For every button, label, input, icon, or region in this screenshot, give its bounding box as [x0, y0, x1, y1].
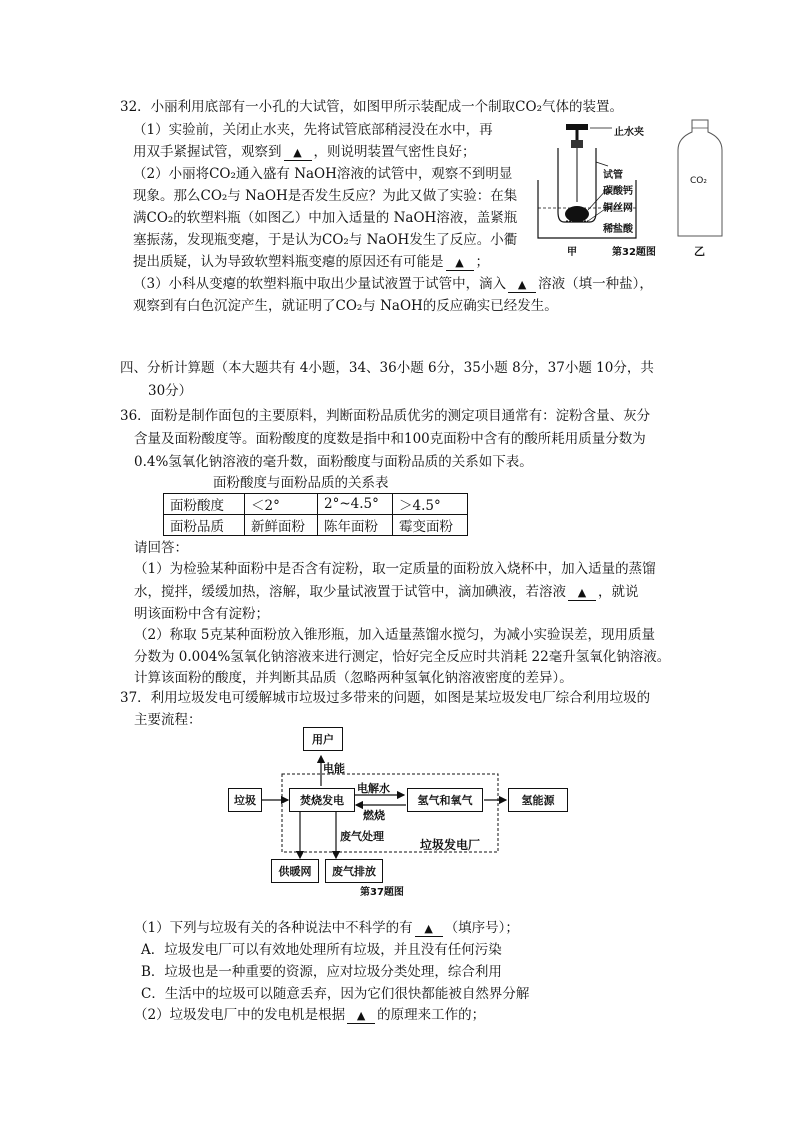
box-hydrogen-energy: 氢能源 — [508, 788, 568, 812]
q32-part2-line1: （2）小丽将CO₂通入盛有 NaOH溶液的试管中，观察不到明显 — [133, 166, 513, 182]
q36-sub2-line3: 计算该面粉的酸度，并判断其品质（忽略两种氢氧化钠溶液密度的差异）。 — [134, 670, 573, 686]
answer-blank[interactable] — [446, 255, 474, 271]
label-tube: 试管 — [603, 170, 623, 181]
triangle-icon: ▲ — [293, 146, 302, 159]
q36-sub1-line2 — [134, 582, 639, 602]
q37-option-b: B．垃圾也是一种重要的资源，应对垃圾分类处理，综合利用 — [141, 964, 502, 980]
label-caco3: 碳酸钙 — [603, 186, 633, 197]
label-electrolysis: 电解水 — [357, 782, 390, 795]
q36-sub1-line3: 明该面粉中含有淀粉； — [134, 606, 269, 622]
table-cell: ＞4.5° — [393, 494, 468, 515]
q36-line3: 0.4%氢氧化钠溶液的毫升数，面粉酸度与面粉品质的关系如下表。 — [134, 454, 533, 470]
box-exhaust: 废气排放 — [325, 859, 383, 883]
label-acid: 稀盐酸 — [603, 224, 633, 235]
q37-sub1-text-a: （1）下列与垃圾有关的各种说法中不科学的有 — [134, 920, 413, 936]
table-cell: 陈年面粉 — [318, 515, 393, 536]
table-cell: 面粉品质 — [164, 515, 245, 536]
table-cell: 面粉酸度 — [164, 494, 245, 515]
clamp-shape — [566, 124, 588, 130]
triangle-icon: ▲ — [455, 256, 464, 269]
caption-37: 第37题图 — [360, 887, 404, 898]
stopper — [571, 140, 583, 148]
q37-sub1-text-b: （填序号）； — [444, 920, 519, 936]
q32-part3-text-a: （3）小科从变瘪的软塑料瓶中取出少量试液置于试管中，滴入 — [133, 276, 507, 292]
q36-line1: 36．面粉是制作面包的主要原料，判断面粉品质优劣的测定项目通常有：淀粉含量、灰分 — [120, 408, 651, 424]
answer-blank[interactable] — [415, 921, 443, 937]
section-4-heading: 四、分析计算题（本大题共有 4小题，34、36小题 6分，35小题 8分，37小题 10分，共 — [120, 360, 654, 376]
q37-sub2-text-a: （2）垃圾发电厂中的发电机是根据 — [134, 1007, 346, 1023]
table-cell: ＜2° — [245, 494, 318, 515]
q36-sub2-line1: （2）称取 5克某种面粉放入锥形瓶，加入适量蒸馏水搅匀，为减小实验误差，现用质量 — [134, 627, 655, 643]
q32-part1-line1: （1）实验前，关闭止水夹，先将试管底部稍浸没在水中，再 — [133, 122, 493, 138]
q32-part2-line4: 塞振荡，发现瓶变瘪，于是认为CO₂与 NaOH发生了反应。小衢 — [133, 232, 518, 248]
table-row — [164, 494, 468, 515]
label-plant: 垃圾发电厂 — [420, 838, 481, 852]
table-cell: 霉变面粉 — [393, 515, 468, 536]
box-heating-network: 供暖网 — [271, 859, 319, 883]
q36-sub1-text-a: 水，搅拌，缓缓加热，溶解，取少量试液置于试管中，滴加碘液，若溶液 — [134, 584, 566, 600]
triangle-icon: ▲ — [517, 278, 527, 291]
q36-sub1-text-b: ，就说 — [598, 584, 639, 600]
q32-stem: 32．小丽利用底部有一小孔的大试管，如图甲所示装配成一个制取CO₂气体的装置。 — [120, 99, 623, 115]
q36-sub2-line2: 分数为 0.004%氢氧化钠溶液来进行测定，恰好完全反应时共消耗 22毫升氢氧化钠溶液。 — [134, 649, 671, 665]
label-yi: 乙 — [694, 245, 705, 258]
q32-part3-text-b: 溶液（填一种盐）， — [538, 276, 653, 292]
label-gas-treatment: 废气处理 — [340, 830, 384, 843]
answer-blank[interactable] — [568, 585, 596, 601]
label-combustion: 燃烧 — [363, 809, 385, 822]
box-hydrogen-oxygen: 氢气和氧气 — [407, 788, 483, 812]
table-cell: 新鲜面粉 — [245, 515, 318, 536]
q37-option-c: C．生活中的垃圾可以随意丢弃，因为它们很快都能被自然界分解 — [141, 986, 530, 1002]
table-title: 面粉酸度与面粉品质的关系表 — [213, 475, 389, 491]
q32-part3-line2: 观察到有白色沉淀产生，就证明了CO₂与 NaOH的反应确实已经发生。 — [133, 298, 558, 314]
triangle-icon: ▲ — [577, 586, 587, 599]
q37-sub1 — [134, 918, 519, 938]
triangle-icon: ▲ — [424, 922, 433, 935]
calcium-carbonate — [565, 206, 589, 222]
box-garbage: 垃圾 — [228, 788, 262, 812]
q36-line2: 含量及面粉酸度等。面粉酸度的度数是指中和100克面粉中含有的酸所耗用质量分数为 — [134, 431, 646, 447]
triangle-icon: ▲ — [356, 1009, 366, 1022]
box-burn-generate: 焚烧发电 — [289, 788, 355, 812]
label-electric-energy: 电能 — [323, 762, 345, 775]
q32-part3-line1 — [133, 274, 653, 294]
box-user: 用户 — [303, 727, 343, 751]
section-4-heading-cont: 30分） — [148, 383, 193, 399]
q32-part2-text-b: ； — [475, 254, 489, 270]
label-clamp: 止水夹 — [614, 127, 644, 138]
q37-line2: 主要流程： — [134, 712, 202, 728]
answer-blank[interactable] — [284, 145, 312, 161]
q37-option-a: A．垃圾发电厂可以有效地处理所有垃圾，并且没有任何污染 — [141, 942, 502, 958]
q36-ask: 请回答： — [134, 540, 188, 556]
q32-part2-text-a: 提出质疑，认为导致软塑料瓶变瘪的原因还有可能是 — [133, 254, 444, 270]
table-row — [164, 515, 468, 536]
table-cell: 2°~4.5° — [318, 494, 393, 515]
caption-32: 第32题图 — [612, 247, 656, 258]
q37-sub2 — [134, 1005, 485, 1025]
q32-part1-line2 — [133, 142, 476, 162]
bottle-label: CO₂ — [690, 176, 707, 186]
q32-part2-line5 — [133, 252, 489, 272]
q32-part2-line3: 满CO₂的软塑料瓶（如图乙）中加入适量的 NaOH溶液，盖紧瓶 — [133, 210, 518, 226]
q37-sub2-text-b: 的原理来工作的； — [377, 1007, 486, 1023]
label-jia: 甲 — [567, 247, 577, 258]
answer-blank[interactable] — [347, 1008, 375, 1024]
answer-blank[interactable] — [508, 277, 536, 293]
q36-sub1-line1: （1）为检验某种面粉中是否含有淀粉，取一定质量的面粉放入烧杯中，加入适量的蒸馏 — [134, 561, 656, 577]
q32-part1-text-b: ，则说明装置气密性良好； — [313, 144, 476, 160]
q32-part1-text-a: 用双手紧握试管，观察到 — [133, 144, 282, 160]
acidity-quality-table — [163, 493, 468, 536]
label-mesh: 铜丝网 — [603, 203, 633, 214]
q32-part2-line2: 现象。那么CO₂与 NaOH是否发生反应？为此又做了实验：在集 — [133, 188, 518, 204]
q37-line1: 37．利用垃圾发电可缓解城市垃圾过多带来的问题，如图是某垃圾发电厂综合利用垃圾的 — [120, 690, 651, 706]
